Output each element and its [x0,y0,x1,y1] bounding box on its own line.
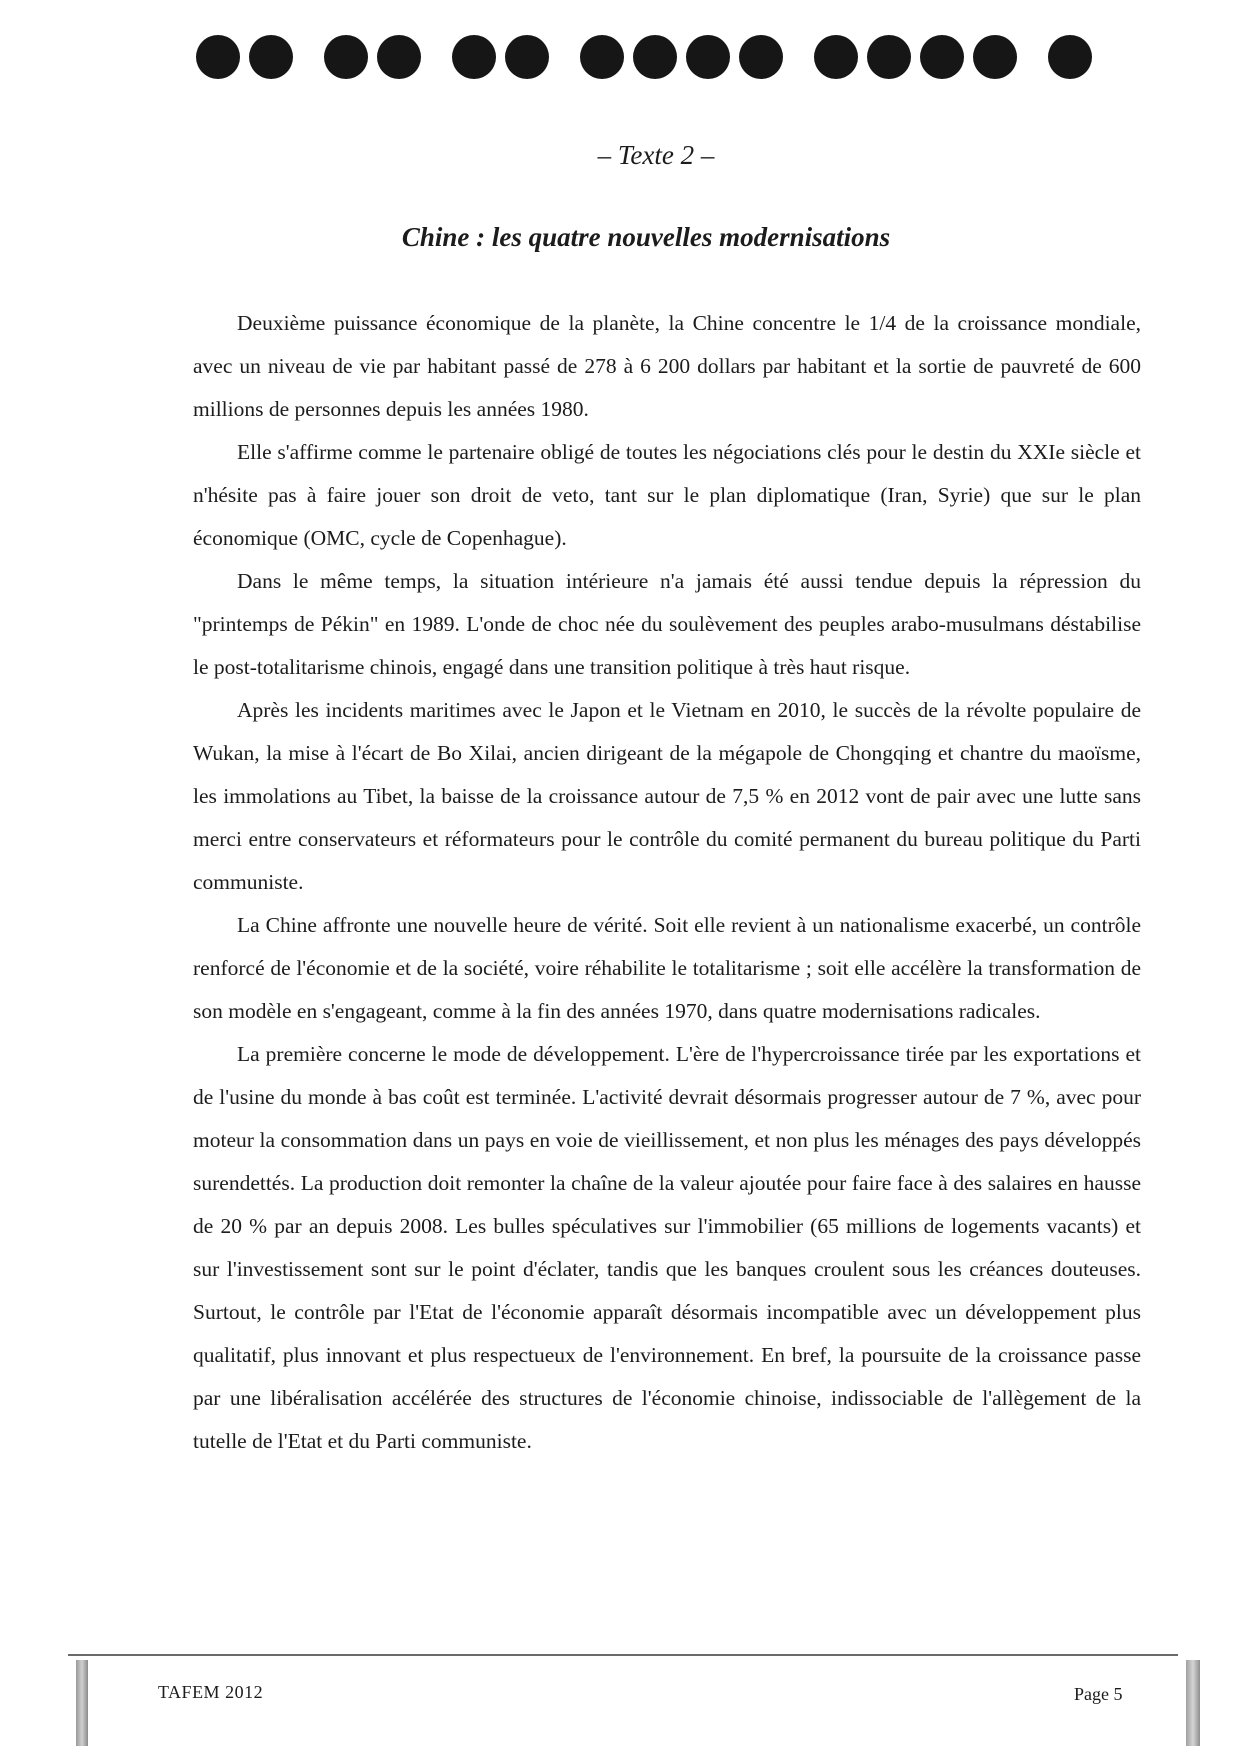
dot-mark [324,35,368,79]
paragraph: Deuxième puissance économique de la planète, la Chine concentre le 1/4 de la croissance mondiale, avec un niveau de vie par habitant passé de 278 à 6 200 dollars par habitant et la sortie de pauvreté de 600 millions de personnes depuis les années 1980. [193,311,1141,421]
dot-mark [1048,35,1092,79]
dot-mark [973,35,1017,79]
page-number: Page 5 [1074,1684,1123,1704]
paragraph: La Chine affronte une nouvelle heure de vérité. Soit elle revient à un nationalisme exacerbé, un contrôle renforcé de l'économie et de la société, voire réhabilite le totalitarisme ; soit elle accélère la transformation de son modèle en s'engageant, comme à la fin des années 1970, dans quatre modernisations radicales. [193,913,1141,1023]
dot-mark [196,35,240,79]
article-body [193,302,1141,1463]
document-title: Chine : les quatre nouvelles modernisations [401,222,891,252]
paragraph: Après les incidents maritimes avec le Japon et le Vietnam en 2010, le succès de la révolte populaire de Wukan, la mise à l'écart de Bo Xilai, ancien dirigeant de la mégapole de Chongqing et chantre du maoïsme, les immolations au Tibet, la baisse de la croissance autour de 7,5 % en 2012 vont de pair avec une lutte sans merci entre conservateurs et réformateurs pour le contrôle du comité permanent du bureau politique du Parti communiste. [193,698,1141,894]
footer-left-bar [76,1660,88,1746]
paragraph: La première concerne le mode de développement. L'ère de l'hypercroissance tirée par les exportations et de l'usine du monde à bas coût est terminée. L'activité devrait désormais progresser autour de 7 %, avec pour moteur la consommation dans un pays en voie de vieillissement, et non plus les ménages des pays développés surendettés. La production doit remonter la chaîne de la valeur ajoutée pour faire face à des salaires en hausse de 20 % par an depuis 2008. Les bulles spéculatives sur l'immobilier (65 millions de logements vacants) et sur l'investissement sont sur le point d'éclater, tandis que les banques croulent sous les créances douteuses. Surtout, le contrôle par l'Etat de l'économie apparaît désormais incompatible avec un développement plus qualitatif, plus innovant et plus respectueux de l'environnement. En bref, la poursuite de la croissance passe par une libéralisation accélérée des structures de l'économie chinoise, indissociable de l'allègement de la tutelle de l'Etat et du Parti communiste. [193,1042,1141,1453]
dot-mark [867,35,911,79]
paragraph: Elle s'affirme comme le partenaire obligé de toutes les négociations clés pour le destin du XXIe siècle et n'hésite pas à faire jouer son droit de veto, tant sur le plan diplomatique (Iran, Syrie) que sur le plan économique (OMC, cycle de Copenhague). [193,440,1141,550]
footer-divider [68,1654,1178,1656]
dot-mark [249,35,293,79]
header-dot-marks [196,34,1116,80]
dot-mark [739,35,783,79]
dot-mark [686,35,730,79]
dot-mark [920,35,964,79]
paragraph: Dans le même temps, la situation intérieure n'a jamais été aussi tendue depuis la répression du "printemps de Pékin" en 1989. L'onde de choc née du soulèvement des peuples arabo-musulmans déstabilise le post-totalitarisme chinois, engagé dans une transition politique à très haut risque. [193,569,1141,679]
dot-mark [580,35,624,79]
footer-exam-label: TAFEM 2012 [158,1682,264,1702]
dot-mark [633,35,677,79]
footer-right-bar [1186,1660,1200,1746]
dot-mark [452,35,496,79]
dot-mark [505,35,549,79]
dot-mark [814,35,858,79]
dot-mark [377,35,421,79]
text-number-heading: – Texte 2 – [597,140,715,170]
